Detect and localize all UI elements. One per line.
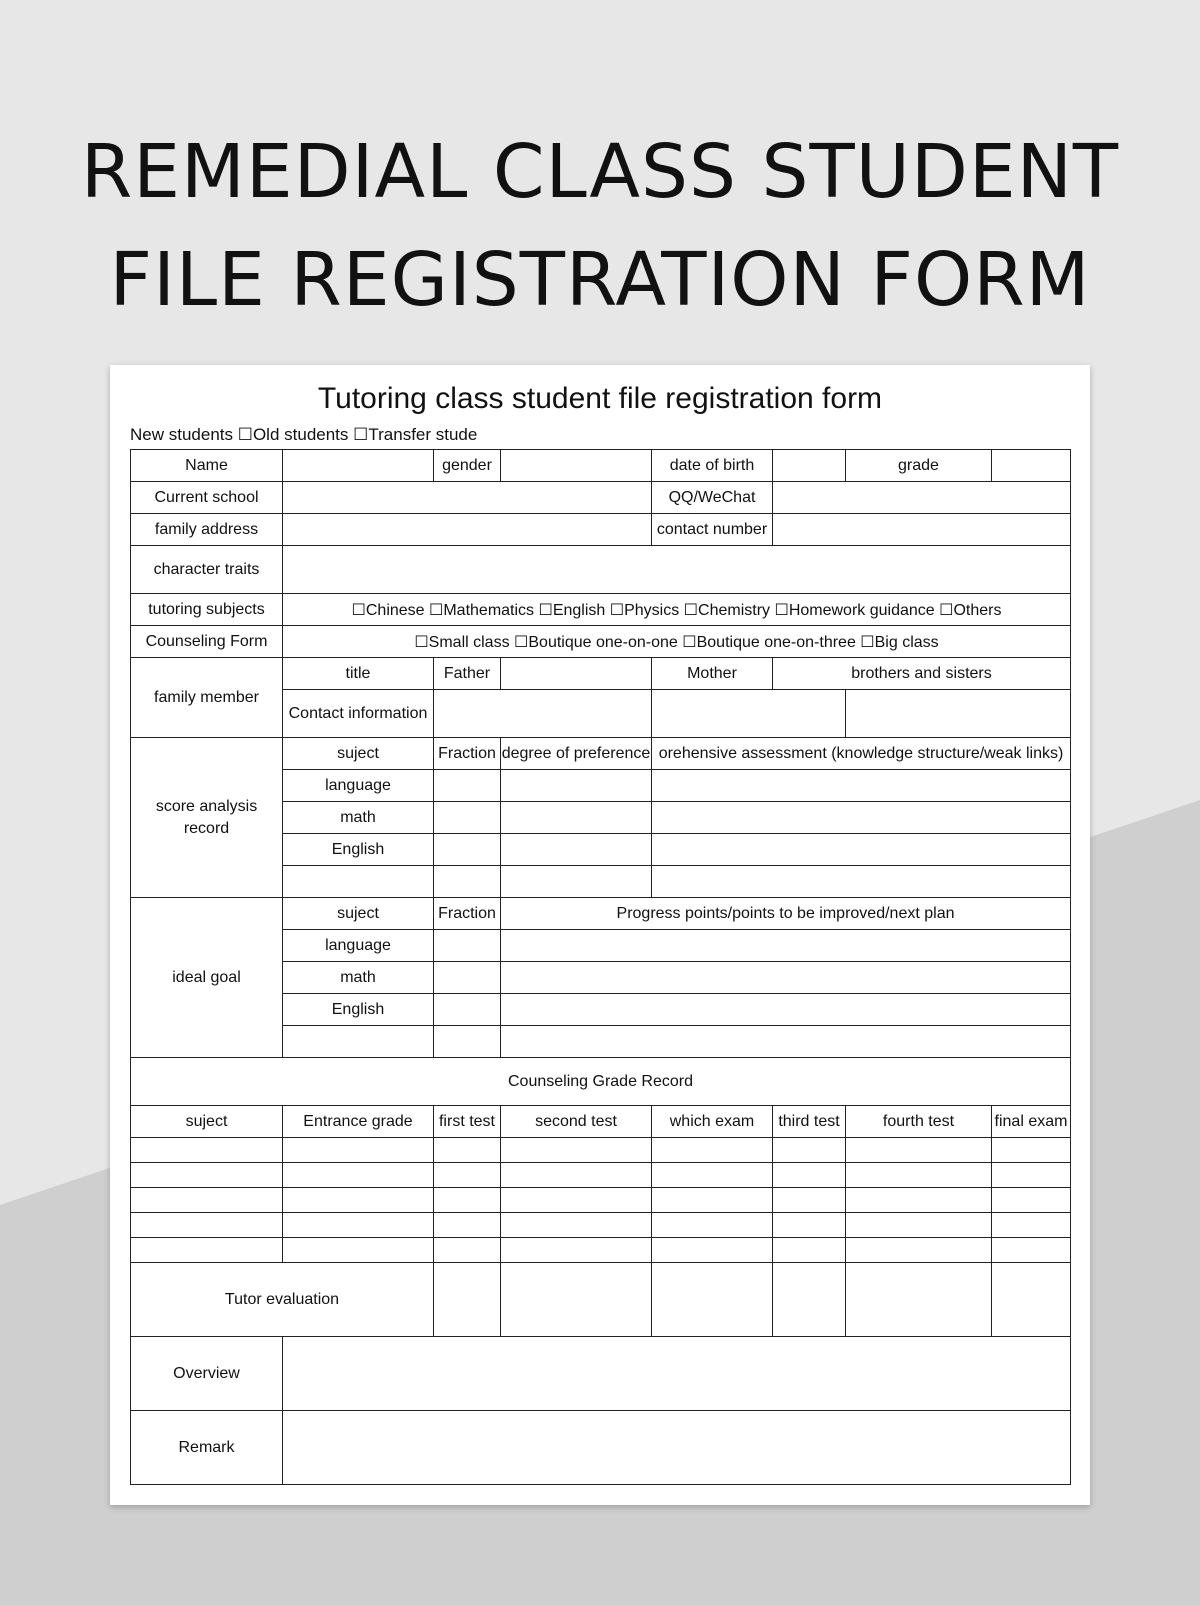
goal-subject-language: language xyxy=(283,930,434,962)
score-blank-preference[interactable] xyxy=(501,866,652,898)
score-blank-fraction[interactable] xyxy=(434,866,501,898)
row-counseling-form xyxy=(131,626,1071,658)
grade-cell[interactable] xyxy=(434,1138,501,1163)
grade-cell[interactable] xyxy=(283,1163,434,1188)
row-current-school xyxy=(131,482,1071,514)
goal-language-plan[interactable] xyxy=(501,930,1071,962)
tutor-eval-cell[interactable] xyxy=(652,1263,773,1337)
page-title-line-1: REMEDIAL CLASS STUDENT xyxy=(80,129,1120,215)
contact-number-label: contact number xyxy=(652,514,773,546)
grade-cell[interactable] xyxy=(283,1138,434,1163)
row-family-title xyxy=(131,658,1071,690)
row-tutoring-subjects xyxy=(131,594,1071,626)
row-score-header xyxy=(131,738,1071,770)
score-subject-blank[interactable] xyxy=(283,866,434,898)
score-subject-english: English xyxy=(283,834,434,866)
remark-label: Remark xyxy=(131,1411,283,1485)
grade-cell[interactable] xyxy=(846,1138,992,1163)
father-contact-field[interactable] xyxy=(434,690,652,738)
score-blank-assessment[interactable] xyxy=(652,866,1071,898)
siblings-label: brothers and sisters xyxy=(773,658,1071,690)
goal-header-plan: Progress points/points to be improved/next plan xyxy=(501,898,1071,930)
score-language-preference[interactable] xyxy=(501,770,652,802)
goal-math-plan[interactable] xyxy=(501,962,1071,994)
family-title-label: title xyxy=(283,658,434,690)
row-name xyxy=(131,450,1071,482)
score-analysis-label: score analysis record xyxy=(131,738,283,898)
tutoring-subjects-options[interactable]: ☐Chinese ☐Mathematics ☐English ☐Physics ☐Chemistry ☐Homework guidance ☐Others xyxy=(283,594,1071,626)
grade-cell[interactable] xyxy=(652,1163,773,1188)
mother-label: Mother xyxy=(652,658,773,690)
registration-table xyxy=(130,449,1071,1485)
form-sheet xyxy=(110,365,1090,1505)
current-school-label: Current school xyxy=(131,482,283,514)
score-header-assessment: orehensive assessment (knowledge structure/weak links) xyxy=(652,738,1071,770)
grade-cell[interactable] xyxy=(501,1213,652,1238)
grade-header-subject: suject xyxy=(131,1106,283,1138)
grade-record-row xyxy=(131,1238,1071,1263)
family-address-label: family address xyxy=(131,514,283,546)
tutor-eval-cell[interactable] xyxy=(992,1263,1071,1337)
grade-cell[interactable] xyxy=(773,1238,846,1263)
row-tutor-evaluation xyxy=(131,1263,1071,1337)
grade-header-which-exam: which exam xyxy=(652,1106,773,1138)
remark-field[interactable] xyxy=(283,1411,1071,1485)
current-school-field[interactable] xyxy=(283,482,652,514)
grade-cell[interactable] xyxy=(283,1188,434,1213)
grade-cell[interactable] xyxy=(992,1163,1071,1188)
grade-cell[interactable] xyxy=(501,1163,652,1188)
row-remark xyxy=(131,1411,1071,1485)
goal-math-fraction[interactable] xyxy=(434,962,501,994)
grade-record-row xyxy=(131,1138,1071,1163)
goal-language-fraction[interactable] xyxy=(434,930,501,962)
grade-cell[interactable] xyxy=(846,1163,992,1188)
grade-cell[interactable] xyxy=(992,1188,1071,1213)
grade-cell[interactable] xyxy=(992,1213,1071,1238)
family-address-field[interactable] xyxy=(283,514,652,546)
name-field[interactable] xyxy=(283,450,434,482)
grade-header-entrance: Entrance grade xyxy=(283,1106,434,1138)
grade-cell[interactable] xyxy=(434,1163,501,1188)
grade-cell[interactable] xyxy=(773,1213,846,1238)
contact-number-field[interactable] xyxy=(773,514,1071,546)
goal-header-fraction: Fraction xyxy=(434,898,501,930)
gender-field[interactable] xyxy=(501,450,652,482)
grade-cell[interactable] xyxy=(501,1238,652,1263)
score-english-preference[interactable] xyxy=(501,834,652,866)
counseling-form-label: Counseling Form xyxy=(131,626,283,658)
grade-cell[interactable] xyxy=(652,1138,773,1163)
grade-field[interactable] xyxy=(992,450,1071,482)
goal-english-plan[interactable] xyxy=(501,994,1071,1026)
grade-cell[interactable] xyxy=(131,1138,283,1163)
gender-label: gender xyxy=(434,450,501,482)
student-type-checkboxes[interactable]: New students ☐Old students ☐Transfer stude xyxy=(130,425,478,444)
grade-cell[interactable] xyxy=(846,1213,992,1238)
grade-cell[interactable] xyxy=(131,1163,283,1188)
grade-cell[interactable] xyxy=(992,1238,1071,1263)
grade-cell[interactable] xyxy=(131,1238,283,1263)
qq-wechat-field[interactable] xyxy=(773,482,1071,514)
grade-header-final-exam: final exam xyxy=(992,1106,1071,1138)
goal-blank-fraction[interactable] xyxy=(434,1026,501,1058)
row-character-traits xyxy=(131,546,1071,594)
grade-cell[interactable] xyxy=(652,1238,773,1263)
tutoring-subjects-label: tutoring subjects xyxy=(131,594,283,626)
grade-cell[interactable] xyxy=(992,1138,1071,1163)
goal-subject-english: English xyxy=(283,994,434,1026)
tutor-evaluation-label: Tutor evaluation xyxy=(131,1263,434,1337)
grade-cell[interactable] xyxy=(131,1188,283,1213)
grade-cell[interactable] xyxy=(773,1163,846,1188)
score-subject-language: language xyxy=(283,770,434,802)
score-english-assessment[interactable] xyxy=(652,834,1071,866)
grade-cell[interactable] xyxy=(434,1238,501,1263)
page-title xyxy=(0,118,1200,334)
row-goal-header xyxy=(131,898,1071,930)
father-label: Father xyxy=(434,658,501,690)
grade-record-row xyxy=(131,1188,1071,1213)
form-title: Tutoring class student file registration form xyxy=(317,382,883,415)
grade-record-row xyxy=(131,1213,1071,1238)
name-label: Name xyxy=(131,450,283,482)
grade-label: grade xyxy=(846,450,992,482)
overview-field[interactable] xyxy=(283,1337,1071,1411)
grade-cell[interactable] xyxy=(283,1213,434,1238)
row-grade-record-title xyxy=(131,1058,1071,1106)
grade-cell[interactable] xyxy=(846,1238,992,1263)
grade-header-fourth-test: fourth test xyxy=(846,1106,992,1138)
score-math-preference[interactable] xyxy=(501,802,652,834)
grade-cell[interactable] xyxy=(434,1188,501,1213)
character-traits-label: character traits xyxy=(131,546,283,594)
tutor-eval-cell[interactable] xyxy=(434,1263,501,1337)
grade-cell[interactable] xyxy=(846,1188,992,1213)
grade-header-first-test: first test xyxy=(434,1106,501,1138)
goal-subject-blank[interactable] xyxy=(283,1026,434,1058)
date-of-birth-label: date of birth xyxy=(652,450,773,482)
goal-subject-math: math xyxy=(283,962,434,994)
grade-header-third-test: third test xyxy=(773,1106,846,1138)
qq-wechat-label: QQ/WeChat xyxy=(652,482,773,514)
goal-english-fraction[interactable] xyxy=(434,994,501,1026)
grade-cell[interactable] xyxy=(501,1188,652,1213)
counseling-grade-record-label: Counseling Grade Record xyxy=(131,1058,1071,1106)
grade-cell[interactable] xyxy=(283,1238,434,1263)
row-family-address xyxy=(131,514,1071,546)
row-grade-header xyxy=(131,1106,1071,1138)
grade-cell[interactable] xyxy=(652,1188,773,1213)
grade-header-second-test: second test xyxy=(501,1106,652,1138)
score-english-fraction[interactable] xyxy=(434,834,501,866)
tutor-eval-cell[interactable] xyxy=(501,1263,652,1337)
score-math-fraction[interactable] xyxy=(434,802,501,834)
grade-cell[interactable] xyxy=(501,1138,652,1163)
score-math-assessment[interactable] xyxy=(652,802,1071,834)
grade-cell[interactable] xyxy=(773,1188,846,1213)
score-language-assessment[interactable] xyxy=(652,770,1071,802)
score-language-fraction[interactable] xyxy=(434,770,501,802)
grade-cell[interactable] xyxy=(434,1213,501,1238)
page-title-line-2: FILE REGISTRATION FORM xyxy=(109,237,1091,323)
tutor-eval-cell[interactable] xyxy=(773,1263,846,1337)
mother-contact-field[interactable] xyxy=(652,690,846,738)
grade-cell[interactable] xyxy=(652,1213,773,1238)
overview-label: Overview xyxy=(131,1337,283,1411)
counseling-form-options[interactable]: ☐Small class ☐Boutique one-on-one ☐Boutique one-on-three ☐Big class xyxy=(283,626,1071,658)
character-traits-field[interactable] xyxy=(283,546,1071,594)
goal-blank-plan[interactable] xyxy=(501,1026,1071,1058)
family-member-label: family member xyxy=(131,658,283,738)
grade-record-row xyxy=(131,1163,1071,1188)
contact-information-label: Contact information xyxy=(283,690,434,738)
grade-cell[interactable] xyxy=(773,1138,846,1163)
father-field[interactable] xyxy=(501,658,652,690)
ideal-goal-label: ideal goal xyxy=(131,898,283,1058)
score-header-preference: degree of preference xyxy=(501,738,652,770)
grade-cell[interactable] xyxy=(131,1213,283,1238)
score-subject-math: math xyxy=(283,802,434,834)
row-overview xyxy=(131,1337,1071,1411)
siblings-contact-field[interactable] xyxy=(846,690,1071,738)
score-header-fraction: Fraction xyxy=(434,738,501,770)
goal-header-subject: suject xyxy=(283,898,434,930)
tutor-eval-cell[interactable] xyxy=(846,1263,992,1337)
score-header-subject: suject xyxy=(283,738,434,770)
date-of-birth-field[interactable] xyxy=(773,450,846,482)
